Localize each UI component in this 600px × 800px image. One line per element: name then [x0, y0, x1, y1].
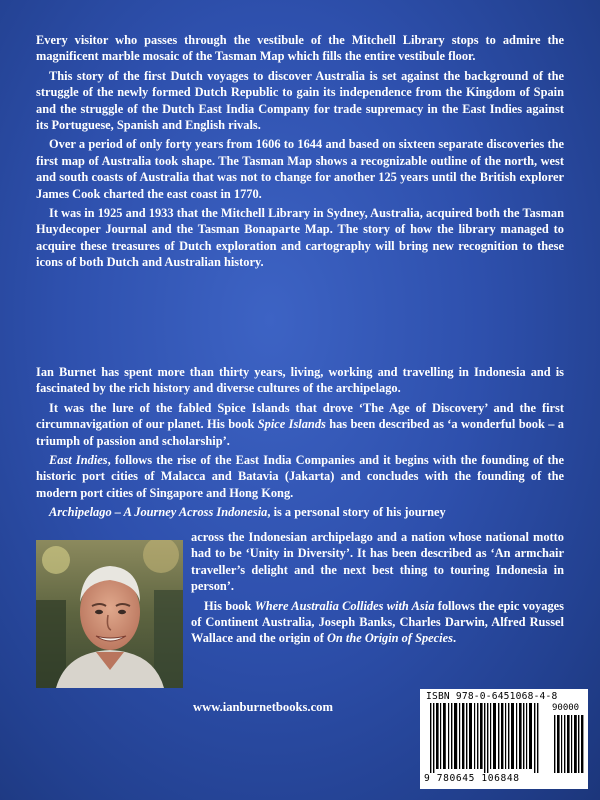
bio-paragraph-1: Ian Burnet has spent more than thirty years, living, working and travelling in Indonesia and is fascinated by the rich history and diverse cultures of the archipelago.	[36, 365, 564, 396]
author-website[interactable]: www.ianburnetbooks.com	[193, 700, 333, 714]
bio-paragraph-3: East Indies, follows the rise of the East India Companies and it begins with the founding of the historic port cities of Malacca and Batavia (Jakarta) and concludes with the founding of the modern port cities of Singapore and Hong Kong.	[36, 453, 564, 500]
blurb-paragraph-2: This story of the first Dutch voyages to discover Australia is set against the background of the struggle of the newly formed Dutch Republic to gain its independence from the Kingdom of Spain and the struggle of the Dutch East India Company for trade supremacy in the East Indies against its Portuguese, Spanish and English rivals.	[36, 68, 564, 133]
barcode-digits: 9 780645 106848	[424, 773, 520, 784]
author-photo	[36, 540, 183, 688]
barcode-addon-digits: 90000	[552, 703, 580, 713]
book-title-where-australia: Where Australia Collides with Asia	[254, 598, 435, 613]
bio-paragraph-4-start: Archipelago – A Journey Across Indonesia, is a personal story of his journey	[49, 505, 446, 520]
book-title-origin-of-species: On the Origin of Species	[326, 631, 453, 646]
author-bio	[36, 364, 564, 524]
isbn-number: ISBN 978-0-6451068-4-8	[426, 691, 558, 702]
bio-paragraph-4-continued: across the Indonesian archipelago and a nation whose national motto had to be ‘Unity in Diversity’. It has been described as ‘An armchair traveller’s delight and the next best thing to touring Indonesia in person’.	[191, 530, 564, 594]
book-title-spice-islands: Spice Islands	[257, 417, 326, 432]
blurb-paragraph-4: It was in 1925 and 1933 that the Mitchell Library in Sydney, Australia, acquired both the Tasman Huydecoper Journal and the Tasman Bonaparte Map. The story of how the library managed to acquire these treasures of Dutch exploration and cartography will bring new recognition to these icons of both Dutch and Australian history.	[36, 206, 564, 270]
barcode-bars	[426, 703, 586, 773]
bio-wrapped-text	[191, 529, 564, 650]
bio-paragraph-2: It was the lure of the fabled Spice Islands that drove ‘The Age of Discovery’ and the first circumnavigation of our planet. His book Spice Islands has been described as ‘a wonderful book – a triumph of passion and scholarship’.	[36, 400, 564, 448]
book-title-east-indies: East Indies	[49, 453, 108, 468]
bio-paragraph-5: His book Where Australia Collides with Asia follows the epic voyages of Continent Australia, Joseph Banks, Charles Darwin, Alfred Russel Wallace and the origin of On the Origin of Species.	[191, 598, 564, 646]
back-cover-blurb	[36, 32, 564, 274]
isbn-barcode	[420, 689, 588, 789]
book-title-archipelago: Archipelago – A Journey Across Indonesia	[49, 505, 268, 520]
blurb-paragraph-3: Over a period of only forty years from 1606 to 1644 and based on sixteen separate discoveries the first map of Australia took shape. The Tasman Map shows a recognizable outline of the north, west and south coasts of Australia that was not to change for another 125 years until the British explorer James Cook charted the east coast in 1770.	[36, 137, 564, 201]
blurb-paragraph-1: Every visitor who passes through the vestibule of the Mitchell Library stops to admire the magnificent marble mosaic of the Tasman Map which fills the entire vestibule floor.	[36, 33, 564, 64]
author-portrait-image	[36, 540, 183, 688]
